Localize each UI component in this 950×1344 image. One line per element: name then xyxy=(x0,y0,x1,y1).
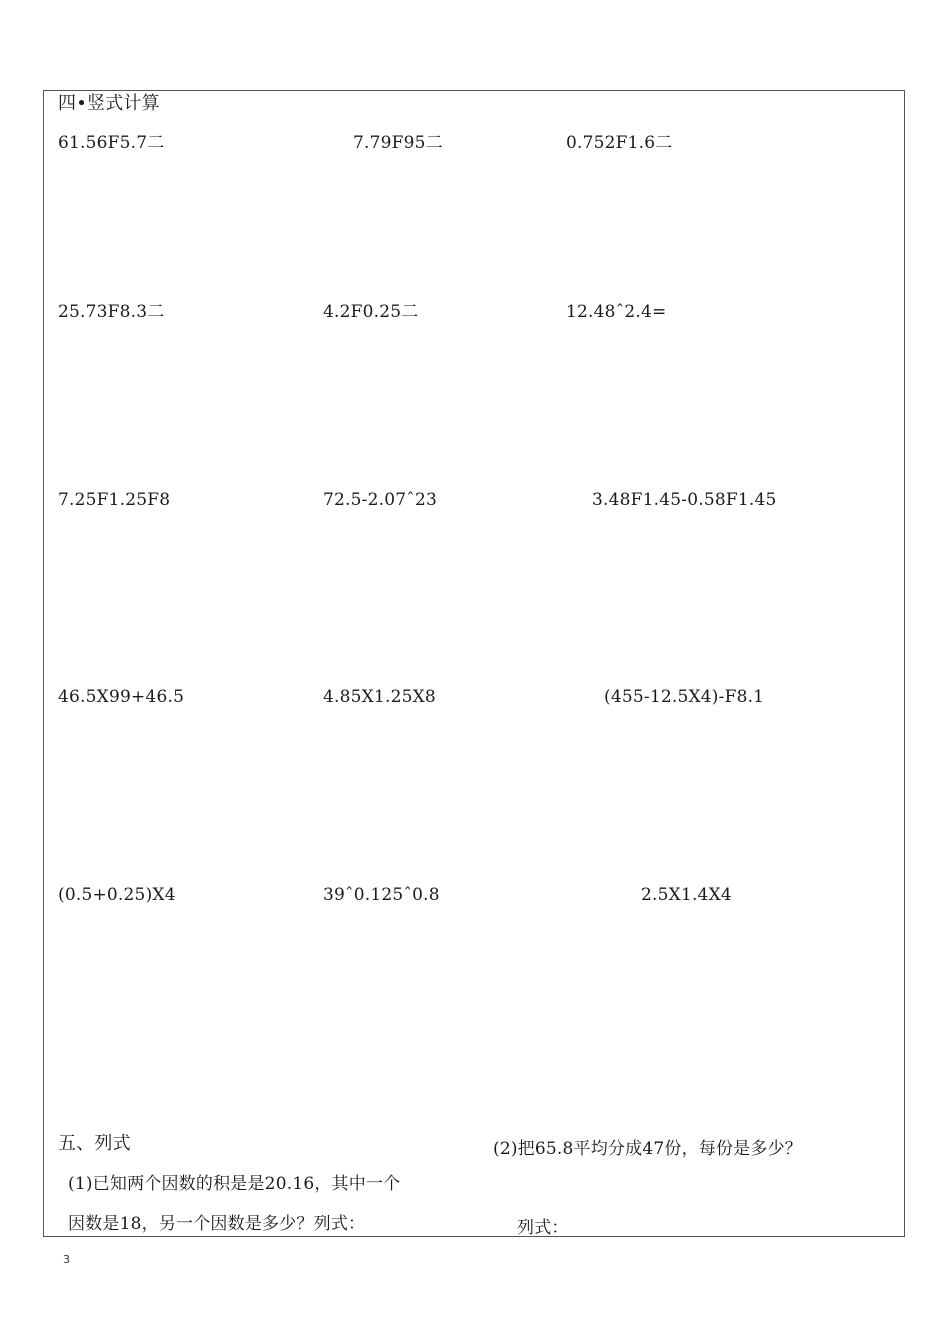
problem-4: 25.73F8.3二 xyxy=(58,302,165,322)
problem-14: 39ˆ0.125ˆ0.8 xyxy=(323,885,440,905)
question-2-line-2: 列式： xyxy=(517,1218,569,1238)
problem-15: 2.5X1.4X4 xyxy=(641,885,732,905)
section-4-title: 四•竖式计算 xyxy=(58,93,160,114)
question-2-line-1: (2)把65.8平均分成47份，每份是多少？ xyxy=(493,1139,802,1159)
problem-7: 7.25F1.25F8 xyxy=(58,490,171,510)
problem-2: 7.79F95二 xyxy=(353,133,443,153)
problem-1: 61.56F5.7二 xyxy=(58,133,165,153)
problem-8: 72.5-2.07ˆ23 xyxy=(323,490,437,510)
problem-10: 46.5X99+46.5 xyxy=(58,687,185,707)
problem-6: 12.48ˆ2.4= xyxy=(566,302,667,322)
problem-9: 3.48F1.45-0.58F1.45 xyxy=(592,490,777,510)
question-1-line-1: (1)已知两个因数的积是是20.16，其中一个 xyxy=(68,1174,401,1194)
worksheet-frame xyxy=(43,90,905,1237)
page-number: 3 xyxy=(63,1253,70,1266)
problem-11: 4.85X1.25X8 xyxy=(323,687,436,707)
problem-3: 0.752F1.6二 xyxy=(566,133,673,153)
section-5-title: 五、列式 xyxy=(58,1133,131,1154)
problem-5: 4.2F0.25二 xyxy=(323,302,419,322)
problem-13: (0.5+0.25)X4 xyxy=(58,885,176,905)
problem-12: (455-12.5X4)-F8.1 xyxy=(604,687,765,707)
question-1-line-2: 因数是18，另一个因数是多少？列式： xyxy=(68,1214,366,1234)
